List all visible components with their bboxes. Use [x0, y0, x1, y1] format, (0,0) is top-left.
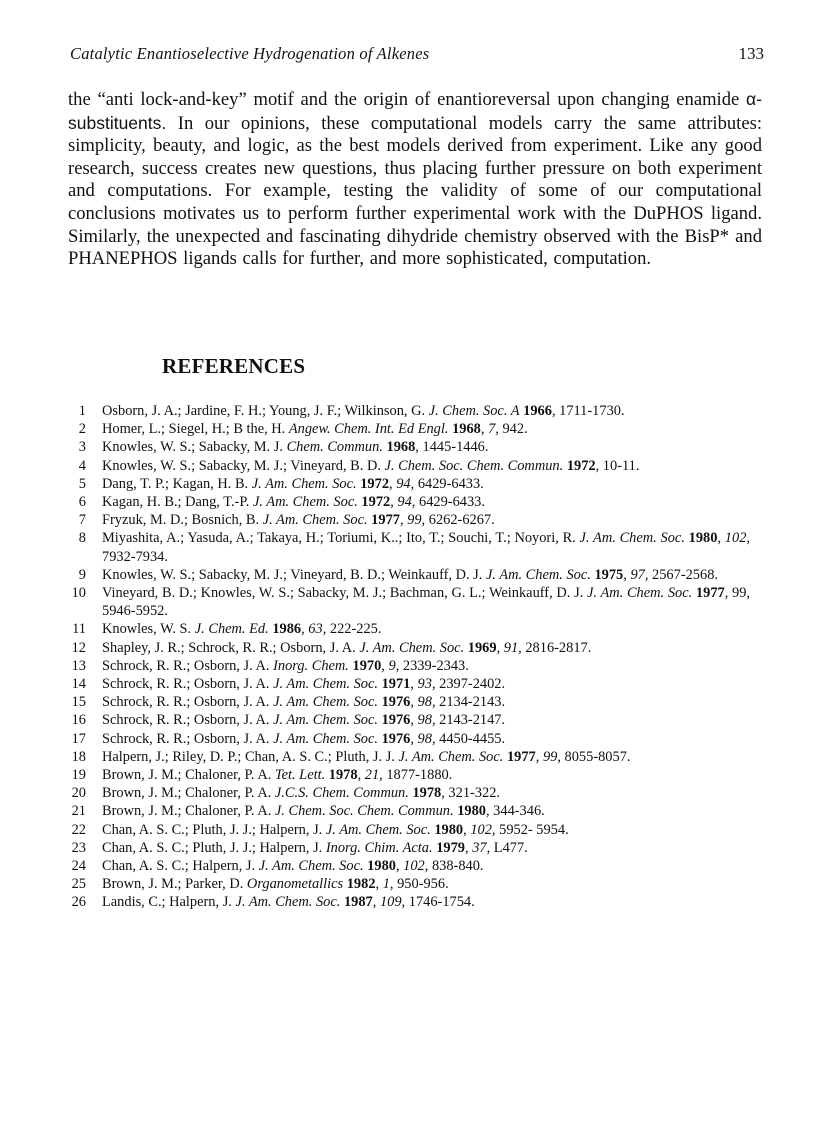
reference-pages: 222-225.: [326, 621, 382, 638]
reference-text: Schrock, R. R.; Osborn, J. A. J. Am. Chem. Soc. 1976, 98, 2134-2143.: [102, 694, 506, 711]
reference-item: [60, 711, 750, 729]
reference-text: Brown, J. M.; Parker, D. Organometallics 1982, 1, 950-956.: [102, 876, 449, 893]
reference-pages: , 2134-2143.: [431, 694, 506, 711]
reference-item: [60, 784, 750, 802]
reference-year: 1970: [352, 657, 382, 674]
references-heading: REFERENCES: [162, 354, 306, 378]
reference-item: [60, 475, 750, 493]
reference-text: Halpern, J.; Riley, D. P.; Chan, A. S. C.; Pluth, J. J. J. Am. Chem. Soc. 1977, 99, 8055-8057.: [102, 748, 631, 765]
reference-item: [60, 730, 750, 748]
reference-year: 1980: [457, 803, 486, 820]
reference-authors: Brown, J. M.; Chaloner, P. A.: [102, 785, 275, 802]
reference-authors: Dang, T. P.; Kagan, H. B.: [102, 475, 252, 492]
reference-item: [60, 839, 750, 857]
reference-year: 1972: [361, 494, 391, 511]
reference-authors: Schrock, R. R.; Osborn, J. A.: [102, 657, 274, 674]
reference-text: Chan, A. S. C.; Pluth, J. J.; Halpern, J. J. Am. Chem. Soc. 1980, 102, 5952- 5954.: [102, 821, 569, 838]
reference-number: 20: [71, 785, 86, 802]
reference-journal: J. Am. Chem. Soc.: [485, 566, 591, 583]
reference-number: 15: [71, 694, 86, 711]
reference-text: Landis, C.; Halpern, J. J. Am. Chem. Soc. 1987, 109, 1746-1754.: [102, 894, 475, 911]
reference-number: 7: [78, 512, 86, 529]
reference-number: 3: [78, 439, 86, 456]
reference-number: 25: [71, 876, 86, 893]
reference-volume: 109: [379, 894, 402, 911]
reference-volume: 7: [488, 421, 496, 438]
reference-number: 19: [71, 767, 86, 784]
reference-journal: J. Am. Chem. Soc.: [273, 712, 378, 729]
reference-text: [102, 457, 750, 475]
reference-text: Kagan, H. B.; Dang, T.-P. J. Am. Chem. Soc. 1972, 94, 6429-6433.: [102, 494, 485, 511]
reference-year: 1980: [688, 530, 718, 547]
reference-pages: , 10-11.: [595, 457, 640, 474]
reference-authors: Brown, J. M.; Chaloner, P. A.: [102, 767, 275, 784]
reference-journal: J. Chem. Soc. Chem. Commun.: [274, 803, 454, 820]
reference-authors: Chan, A. S. C.; Halpern, J.: [102, 858, 259, 875]
reference-volume: 94,: [396, 475, 415, 492]
reference-number: 23: [71, 839, 86, 856]
reference-pages: , 6429-6433.: [411, 494, 485, 511]
reference-journal: J. Chem. Soc. A: [428, 403, 520, 419]
reference-pages: , 838-840.: [424, 858, 484, 875]
reference-item: [60, 821, 750, 839]
reference-volume: 98: [417, 694, 432, 711]
reference-journal: Tet. Lett.: [274, 767, 326, 784]
reference-number: 18: [71, 748, 86, 765]
reference-volume: 94: [397, 494, 412, 511]
reference-journal: J. Am. Chem. Soc.: [359, 639, 465, 656]
reference-authors: Knowles, W. S.; Sabacky, M. J.; Vineyard, B. D.; Weinkauff, D. J.: [102, 566, 486, 583]
reference-journal: J. Am. Chem. Soc.: [273, 694, 378, 711]
reference-journal: Chem. Commun.: [286, 439, 383, 456]
reference-number: 8: [78, 530, 86, 547]
reference-volume: 9: [388, 657, 396, 674]
reference-pages: , 1711-1730.: [551, 403, 625, 419]
reference-volume: 93,: [417, 676, 436, 693]
reference-year: 1987: [343, 894, 373, 911]
reference-pages: , 8055-8057.: [557, 748, 631, 765]
reference-year: 1971: [381, 676, 411, 693]
reference-item: [60, 766, 750, 784]
reference-authors: Knowles, W. S.; Sabacky, M. J.; Vineyard, B. D.: [102, 457, 385, 474]
reference-year: 1968: [386, 439, 416, 456]
reference-year: 1980: [434, 821, 464, 838]
reference-pages: , 942.: [495, 421, 528, 438]
reference-authors: Knowles, W. S.; Sabacky, M. J.: [102, 439, 287, 456]
reference-number: 21: [71, 803, 86, 820]
reference-year: 1969: [467, 639, 497, 656]
reference-volume: 1,: [382, 876, 394, 893]
reference-text: Schrock, R. R.; Osborn, J. A. J. Am. Chem. Soc. 1971, 93, 2397-2402.: [102, 676, 506, 693]
reference-item: [60, 438, 750, 456]
reference-volume: 102: [470, 821, 492, 838]
reference-year: 1977: [695, 585, 725, 602]
reference-pages: , 99, 5946-5952.: [102, 585, 750, 620]
reference-authors: Miyashita, A.; Yasuda, A.; Takaya, H.; Toriumi, K..; Ito, T.; Souchi, T.; Noyori, R.: [102, 530, 580, 547]
reference-text: Dang, T. P.; Kagan, H. B. J. Am. Chem. Soc. 1972, 94, 6429-6433.: [102, 475, 484, 492]
reference-text: [102, 402, 750, 420]
reference-number: 1: [78, 403, 86, 419]
reference-pages: 950-956.: [393, 876, 449, 893]
reference-journal: J. Am. Chem. Soc.: [252, 494, 358, 511]
reference-authors: Landis, C.; Halpern, J.: [102, 894, 236, 911]
reference-pages: , 321-322.: [441, 785, 500, 802]
reference-authors: Schrock, R. R.; Osborn, J. A.: [102, 676, 274, 693]
reference-authors: Schrock, R. R.; Osborn, J. A.: [102, 694, 274, 711]
reference-journal: J. Am. Chem. Soc.: [273, 676, 378, 693]
reference-text: Brown, J. M.; Chaloner, P. A. Tet. Lett. 1978, 21, 1877-1880.: [102, 767, 453, 784]
reference-number: 12: [71, 639, 86, 656]
reference-number: 4: [78, 457, 86, 474]
reference-text: Chan, A. S. C.; Halpern, J. J. Am. Chem. Soc. 1980, 102, 838-840.: [102, 858, 484, 875]
reference-item: [60, 511, 750, 529]
reference-item: [60, 402, 750, 420]
reference-text: Chan, A. S. C.; Pluth, J. J.; Halpern, J. Inorg. Chim. Acta. 1979, 37, L477.: [102, 839, 528, 856]
reference-year: 1972: [360, 475, 390, 492]
reference-item: [60, 693, 750, 711]
reference-year: 1980: [367, 858, 396, 875]
reference-number: 10: [71, 585, 86, 602]
reference-journal: J.C.S. Chem. Commun.: [274, 785, 409, 802]
reference-journal: J. Am. Chem. Soc.: [579, 530, 685, 547]
running-title: Catalytic Enantioselective Hydrogenation of Alkenes: [70, 44, 430, 63]
reference-authors: Homer, L.; Siegel, H.; B the, H.: [102, 421, 289, 438]
reference-authors: Osborn, J. A.; Jardine, F. H.; Young, J. F.; Wilkinson, G.: [102, 403, 429, 419]
reference-text: Homer, L.; Siegel, H.; B the, H. Angew. Chem. Int. Ed Engl. 1968, 7, 942.: [102, 421, 528, 438]
running-header: [70, 44, 764, 68]
reference-pages: 6262-6267.: [425, 512, 495, 529]
page-number: 133: [738, 44, 764, 63]
reference-text: [102, 802, 750, 820]
reference-number: 11: [72, 621, 86, 638]
reference-number: 26: [71, 894, 86, 911]
reference-volume: 102: [403, 858, 425, 875]
reference-item: [60, 493, 750, 511]
reference-pages: , 1445-1446.: [415, 439, 489, 456]
reference-volume: 99,: [407, 512, 426, 529]
reference-authors: Brown, J. M.; Parker, D.: [102, 876, 247, 893]
reference-journal: Inorg. Chim. Acta.: [325, 839, 433, 856]
reference-authors: Chan, A. S. C.; Pluth, J. J.; Halpern, J.: [102, 839, 326, 856]
reference-volume: 98,: [417, 712, 436, 729]
reference-item: [60, 566, 750, 584]
references-list: [60, 402, 750, 912]
reference-text: [102, 784, 750, 802]
reference-authors: Vineyard, B. D.; Knowles, W. S.; Sabacky, M. J.; Bachman, G. L.; Weinkauff, D. J.: [102, 585, 588, 602]
reference-year: 1968: [452, 421, 481, 438]
reference-item: [60, 875, 750, 893]
reference-item: [60, 584, 750, 620]
reference-journal: J. Chem. Ed.: [194, 621, 269, 638]
reference-pages: , 2339-2343.: [395, 657, 469, 674]
reference-journal: J. Am. Chem. Soc.: [251, 475, 357, 492]
reference-journal: Inorg. Chem.: [273, 657, 349, 674]
reference-authors: Fryzuk, M. D.; Bosnich, B.: [102, 512, 263, 529]
body-text-part-2: In our opinions, these computational models carry the same attributes: simplicity, beauty, and logic, as the best models derived from experiment. Like any good research, success creates new questions, thus placing further pressure on both experiment and computations. For example, testing the validity of some of our computational conclusions motivates us to perform further experimental work with the DuPHOS ligand. Similarly, the unexpected and fascinating dihydride chemistry observed with the BisP* and PHANEPHOS ligands calls for further, and more sophisticated, computation.: [68, 112, 762, 270]
reference-authors: Halpern, J.; Riley, D. P.; Chan, A. S. C.; Pluth, J. J.: [102, 748, 399, 765]
reference-year: 1976: [381, 712, 411, 729]
reference-number: 2: [78, 421, 86, 438]
reference-authors: Kagan, H. B.; Dang, T.-P.: [102, 494, 253, 511]
reference-volume: 97,: [630, 566, 649, 583]
reference-number: 9: [78, 566, 86, 583]
reference-number: 16: [71, 712, 86, 729]
reference-year: 1976: [381, 694, 411, 711]
reference-pages: 2816-2817.: [521, 639, 592, 656]
reference-pages: , 5952- 5954.: [491, 821, 569, 838]
reference-item: [60, 857, 750, 875]
reference-volume: 102: [724, 530, 747, 547]
reference-year: 1977: [506, 748, 536, 765]
reference-authors: Shapley, J. R.; Schrock, R. R.; Osborn, J. A.: [102, 639, 360, 656]
reference-volume: 21,: [364, 767, 383, 784]
reference-pages: , 4450-4455.: [431, 730, 506, 747]
reference-number: 17: [71, 730, 86, 747]
reference-pages: 1877-1880.: [382, 767, 453, 784]
reference-pages: , 7932-7934.: [102, 530, 750, 565]
reference-journal: J. Am. Chem. Soc.: [587, 585, 693, 602]
reference-number: 6: [78, 494, 86, 511]
reference-journal: J. Am. Chem. Soc.: [273, 730, 378, 747]
reference-journal: J. Am. Chem. Soc.: [262, 512, 368, 529]
reference-item: [60, 893, 750, 911]
reference-number: 5: [78, 475, 86, 492]
reference-item: [60, 420, 750, 438]
reference-year: 1982: [346, 876, 376, 893]
body-paragraph: [68, 88, 762, 271]
body-text-part-1: the “anti lock-and-key” motif and the origin of enantioreversal upon changing enamide: [68, 89, 747, 110]
reference-volume: 99: [542, 748, 558, 765]
reference-volume: 98: [417, 730, 432, 747]
reference-journal: J. Am. Chem. Soc.: [258, 858, 364, 875]
reference-number: 24: [71, 858, 86, 875]
reference-item: [60, 748, 750, 766]
reference-volume: 63,: [308, 621, 327, 638]
reference-pages: , 344-346.: [485, 803, 545, 820]
reference-text: Shapley, J. R.; Schrock, R. R.; Osborn, J. A. J. Am. Chem. Soc. 1969, 91, 2816-2817.: [102, 639, 592, 656]
reference-year: 1976: [381, 730, 411, 747]
reference-volume: 91,: [503, 639, 522, 656]
reference-year: 1972: [566, 457, 596, 474]
reference-text: Schrock, R. R.; Osborn, J. A. J. Am. Chem. Soc. 1976, 98, 4450-4455.: [102, 730, 506, 747]
reference-text: Fryzuk, M. D.; Bosnich, B. J. Am. Chem. Soc. 1977, 99, 6262-6267.: [102, 512, 495, 529]
reference-authors: Brown, J. M.; Chaloner, P. A.: [102, 803, 275, 820]
reference-text: Schrock, R. R.; Osborn, J. A. J. Am. Chem. Soc. 1976, 98, 2143-2147.: [102, 712, 506, 729]
reference-item: [60, 675, 750, 693]
reference-item: [60, 620, 750, 638]
reference-text: Knowles, W. S.; Sabacky, M. J.; Vineyard, B. D.; Weinkauff, D. J. J. Am. Chem. Soc. 1975, 97, 2567-2568.: [102, 566, 718, 583]
reference-pages: 2397-2402.: [435, 676, 506, 693]
reference-journal: J. Am. Chem. Soc.: [235, 894, 341, 911]
reference-year: 1977: [371, 512, 400, 529]
reference-pages: 2567-2568.: [648, 566, 718, 583]
reference-authors: Knowles, W. S.: [102, 621, 195, 638]
reference-item: [60, 639, 750, 657]
reference-item: [60, 529, 750, 565]
reference-year: 1975: [594, 566, 624, 583]
alpha-substituents: α-substituents.: [68, 89, 762, 133]
reference-text: Schrock, R. R.; Osborn, J. A. Inorg. Chem. 1970, 9, 2339-2343.: [102, 657, 469, 674]
reference-pages: 2143-2147.: [435, 712, 506, 729]
reference-journal: J. Am. Chem. Soc.: [398, 748, 504, 765]
reference-pages: , L477.: [486, 839, 528, 856]
reference-pages: , 1746-1754.: [401, 894, 475, 911]
reference-number: 13: [71, 657, 86, 674]
reference-volume: 37: [472, 839, 487, 856]
reference-year: 1978: [412, 785, 442, 802]
reference-text: [102, 584, 750, 620]
reference-year: 1979: [436, 839, 465, 856]
reference-number: 14: [71, 676, 86, 693]
reference-authors: Chan, A. S. C.; Pluth, J. J.; Halpern, J.: [102, 821, 326, 838]
reference-authors: Schrock, R. R.; Osborn, J. A.: [102, 730, 274, 747]
reference-year: 1966: [523, 403, 552, 419]
reference-authors: Schrock, R. R.; Osborn, J. A.: [102, 712, 274, 729]
reference-pages: 6429-6433.: [414, 475, 484, 492]
reference-item: [60, 802, 750, 820]
reference-text: Knowles, W. S. J. Chem. Ed. 1986, 63, 222-225.: [102, 621, 382, 638]
reference-number: 22: [71, 821, 86, 838]
reference-item: [60, 457, 750, 475]
reference-item: [60, 657, 750, 675]
reference-text: [102, 438, 750, 456]
reference-journal: Organometallics: [246, 876, 344, 893]
reference-journal: J. Chem. Soc. Chem. Commun.: [384, 457, 564, 474]
reference-journal: J. Am. Chem. Soc.: [325, 821, 431, 838]
reference-year: 1978: [328, 767, 358, 784]
reference-journal: Angew. Chem. Int. Ed Engl.: [288, 421, 449, 438]
reference-year: 1986: [272, 621, 302, 638]
reference-text: Miyashita, A.; Yasuda, A.; Takaya, H.; Toriumi, K..; Ito, T.; Souchi, T.; Noyori, R. J. Am. Chem. Soc. 1980, 102, 7932-7934.: [102, 530, 750, 565]
